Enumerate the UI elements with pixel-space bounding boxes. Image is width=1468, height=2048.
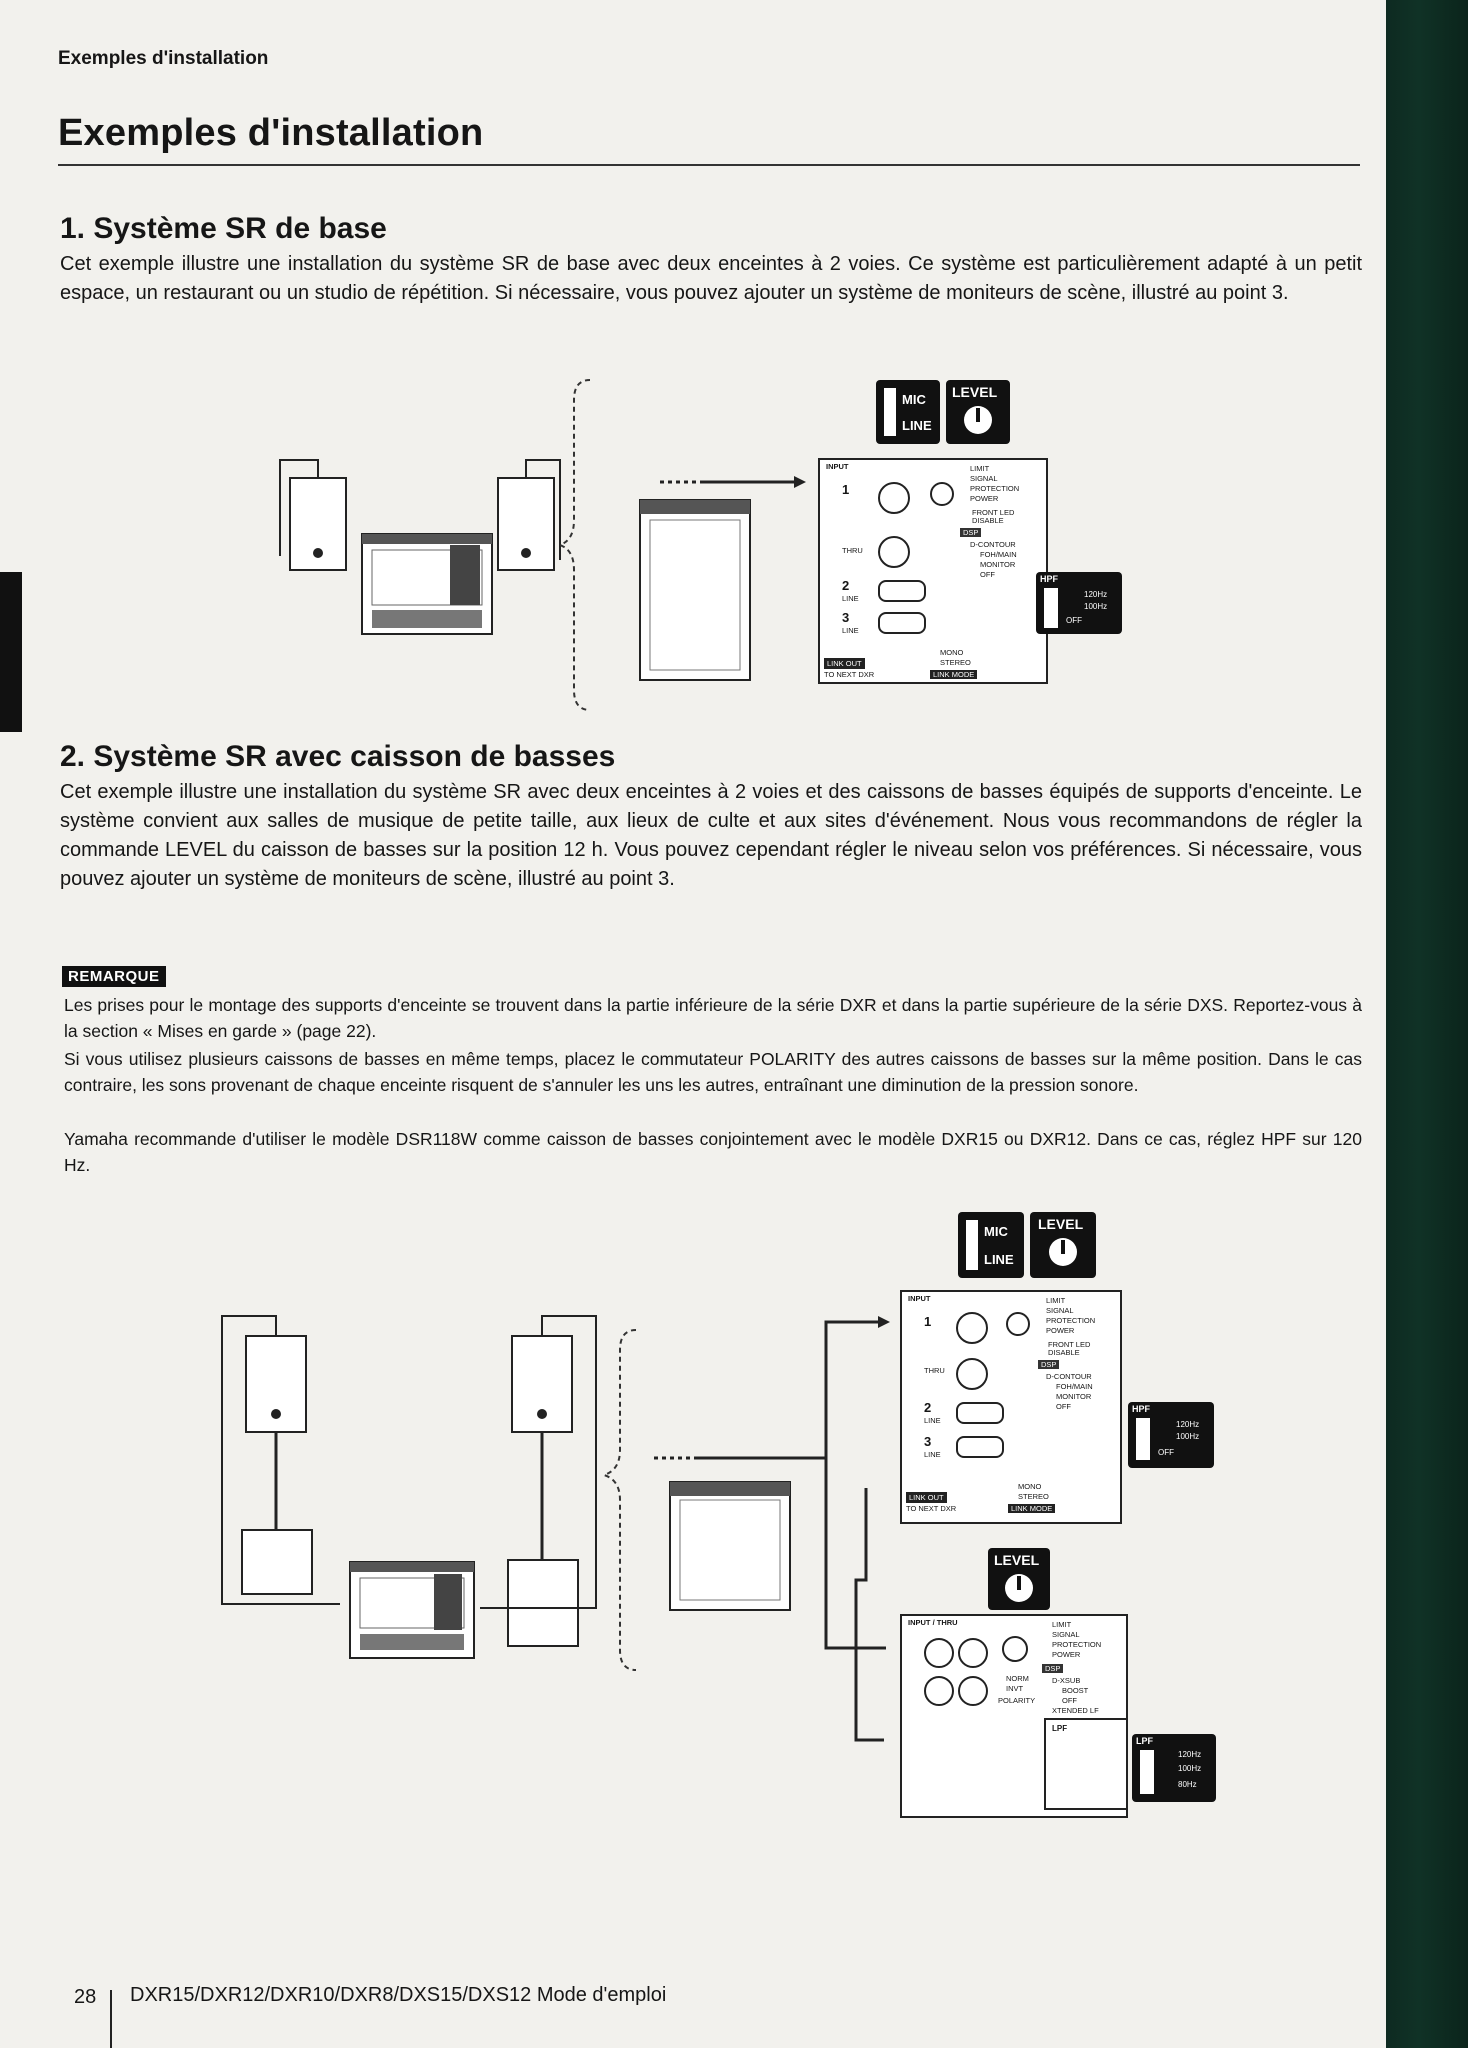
sub-level-callout [988,1548,1050,1610]
xlr-thru-jack [878,536,910,568]
footer-rule [110,1990,112,2048]
channel-2-label-2: 2 [924,1400,932,1415]
indicator-signal: SIGNAL [970,474,998,483]
indicator-power-2: POWER [1046,1326,1075,1335]
indicator-protection: PROTECTION [970,484,1020,493]
indicator-power: POWER [970,494,999,503]
to-next-dxr-label: TO NEXT DXR [824,670,875,679]
mic-label-2: MIC [984,1224,1008,1239]
line-label: LINE [902,418,932,433]
link-mono-label-2: MONO [1018,1482,1042,1491]
section-1-title: 1. Système SR de base [60,212,387,245]
channel-1-level-knob-2 [1006,1312,1030,1336]
title-rule [58,164,1360,166]
line-label-2: LINE [984,1252,1014,1267]
channel-2-jacks [878,580,926,602]
sub-xlr-jack-a [924,1638,954,1668]
lpf-80-label: 80Hz [1178,1780,1197,1789]
foh-main-label-2: FOH/MAIN [1056,1382,1093,1391]
xlr-thru-jack-2 [956,1358,988,1390]
foh-main-label: FOH/MAIN [980,550,1017,559]
indicator-signal-2: SIGNAL [1046,1306,1074,1315]
lpf-label: LPF [1136,1736,1153,1746]
link-out-label-2: LINK OUT [906,1492,947,1503]
page-title: Exemples d'installation [58,112,484,154]
channel-2-line-label-2: LINE [924,1416,941,1425]
sub-level-knob [1002,1636,1028,1662]
channel-2-jacks-2 [956,1402,1004,1424]
level-label: LEVEL [952,384,998,400]
hpf-callout-2 [1128,1402,1214,1468]
mic-line-switch-toggle-2 [966,1220,978,1270]
d-contour-label: D-CONTOUR [970,540,1016,549]
sub-invt-label: INVT [1006,1684,1024,1693]
dsp-label: DSP [960,528,981,537]
remarque-badge: REMARQUE [62,966,166,987]
indicator-protection-2: PROTECTION [1046,1316,1096,1325]
monitor-label: MONITOR [980,560,1016,569]
channel-2-label: 2 [842,578,850,593]
sub-indicator-signal: SIGNAL [1052,1630,1080,1639]
level-label-2: LEVEL [1038,1216,1084,1232]
sub-norm-label: NORM [1006,1674,1029,1683]
hpf-label-2: HPF [1132,1404,1150,1414]
front-led-label: FRONT LED [972,508,1015,517]
link-stereo-label-2: STEREO [1018,1492,1049,1501]
sub-xlr-jack-b [958,1638,988,1668]
page-number: 28 [74,1986,97,2008]
level-knob-icon [964,406,992,434]
level-knob-icon-2 [1049,1238,1077,1266]
sub-xlr-jack-c [924,1676,954,1706]
hpf-callout [1036,572,1122,634]
channel-1-label-2: 1 [924,1314,932,1329]
d-contour-label-2: D-CONTOUR [1046,1372,1092,1381]
page-edge-background [1386,0,1468,2048]
mic-label: MIC [902,392,926,407]
disable-label: DISABLE [972,516,1004,525]
link-stereo-label: STEREO [940,658,971,667]
hpf-label: HPF [1040,574,1058,584]
hpf-off-label: OFF [1066,616,1082,625]
front-led-label-2: FRONT LED [1048,1340,1091,1349]
channel-1-label: 1 [842,482,850,497]
indicator-limit-2: LIMIT [1046,1296,1066,1305]
link-mode-label: LINK MODE [930,670,977,679]
monitor-label-2: MONITOR [1056,1392,1092,1401]
sub-polarity-label: POLARITY [998,1696,1036,1705]
remarque-paragraph-2: Si vous utilisez plusieurs caissons de basses en même temps, placez le commutateur POLARITY des autres caissons de basses sur la même position. Dans le cas contraire, les sons provenant de chaque enceinte risquent de s'annuler les uns les autres, entraînant une diminution de la pression sonore. [64,1049,1362,1095]
sub-indicator-protection: PROTECTION [1052,1640,1102,1649]
section-2-title: 2. Système SR avec caisson de basses [60,740,616,773]
xlr-input-jack [878,482,910,514]
channel-2-line-label: LINE [842,594,859,603]
sub-xtended-lf-label: XTENDED LF [1052,1706,1099,1715]
lpf-120-label: 120Hz [1178,1750,1202,1759]
remarque-paragraph-1: Les prises pour le montage des supports d'enceinte se trouvent dans la partie inférieure de la série DXR et dans la partie supérieure de la série DXS. Reportez-vous à la section « Mises en garde » (page 22). [64,995,1362,1041]
lpf-panel-label: LPF [1052,1724,1068,1733]
lpf-100-label: 100Hz [1178,1764,1202,1773]
mic-line-switch-callout-2 [958,1212,1024,1278]
section-2-body: Cet exemple illustre une installation du système SR avec deux enceintes à 2 voies et des caissons de basses équipés de supports d'enceinte. Le système convient aux salles de musique de petite taille, aux lieux de culte et aux sites d'événement. Nous vous recommandons de régler la commande LEVEL du caisson de basses sur la position 12 h. Vous pouvez cependant régler le niveau selon vos préférences. Si nécessaire, vous pouvez ajouter un système de moniteurs de scène, illustré au point 3. [60,781,1362,890]
rear-panel-1 [818,458,1048,684]
channel-3-label: 3 [842,610,850,625]
running-header: Exemples d'installation [58,48,269,69]
hpf-120-label: 120Hz [1084,590,1108,599]
rear-panel-input-label: INPUT [826,462,849,471]
sub-boost-label: BOOST [1062,1686,1089,1695]
dsp-off-label-2: OFF [1056,1402,1071,1411]
sub-dsp-label: DSP [1042,1664,1063,1673]
level-knob-callout-2 [1030,1212,1096,1278]
section-side-tab [0,572,22,732]
sub-input-thru-label: INPUT / THRU [908,1618,958,1627]
rear-panel-2 [900,1290,1122,1524]
sub-d-xsub-label: D-XSUB [1052,1676,1081,1685]
channel-3-rca-jacks [878,612,926,634]
rear-panel-2-input-label: INPUT [908,1294,931,1303]
lpf-callout [1132,1734,1216,1802]
thru-label-2: THRU [924,1366,945,1375]
hpf-100-label: 100Hz [1084,602,1108,611]
hpf-120-label-2: 120Hz [1176,1420,1200,1429]
sub-off-label: OFF [1062,1696,1077,1705]
thru-label: THRU [842,546,863,555]
level-knob-callout [946,380,1010,444]
channel-3-line-label-2: LINE [924,1450,941,1459]
sub-level-knob-icon [1005,1574,1033,1602]
channel-1-level-knob [930,482,954,506]
section-1-body: Cet exemple illustre une installation du système SR de base avec deux enceintes à 2 voies. Ce système est particulièrement adapté à un petit espace, un restaurant ou un studio de répétition. Si nécessaire, vous pouvez ajouter un système de moniteurs de scène, illustré au point 3. [60,253,1362,304]
mic-line-switch-toggle [884,388,896,436]
sub-indicator-limit: LIMIT [1052,1620,1072,1629]
sub-xlr-jack-d [958,1676,988,1706]
hpf-off-label-2: OFF [1158,1448,1174,1457]
dsp-label-2: DSP [1038,1360,1059,1369]
to-next-dxr-label-2: TO NEXT DXR [906,1504,957,1513]
link-mode-label-2: LINK MODE [1008,1504,1055,1513]
channel-3-label-2: 3 [924,1434,932,1449]
xlr-input-jack-2 [956,1312,988,1344]
disable-label-2: DISABLE [1048,1348,1080,1357]
sub-indicator-power: POWER [1052,1650,1081,1659]
lpf-switch-body [1140,1750,1154,1794]
hpf-100-label-2: 100Hz [1176,1432,1200,1441]
sub-level-label: LEVEL [994,1552,1040,1568]
remarque-paragraph-3: Yamaha recommande d'utiliser le modèle DSR118W comme caisson de basses conjointement avec le modèle DXR15 ou DXR12. Dans ce cas, réglez HPF sur 120 Hz. [64,1129,1362,1175]
indicator-limit: LIMIT [970,464,990,473]
link-mono-label: MONO [940,648,964,657]
dsp-off-label: OFF [980,570,995,579]
lpf-panel [1044,1718,1128,1810]
channel-3-rca-jacks-2 [956,1436,1004,1458]
mic-line-switch-callout [876,380,940,444]
channel-3-line-label: LINE [842,626,859,635]
hpf-switch-body [1044,588,1058,628]
footer-title: DXR15/DXR12/DXR10/DXR8/DXS15/DXS12 Mode d'emploi [130,1984,667,2006]
link-out-label: LINK OUT [824,658,865,669]
hpf-switch-body-2 [1136,1418,1150,1460]
